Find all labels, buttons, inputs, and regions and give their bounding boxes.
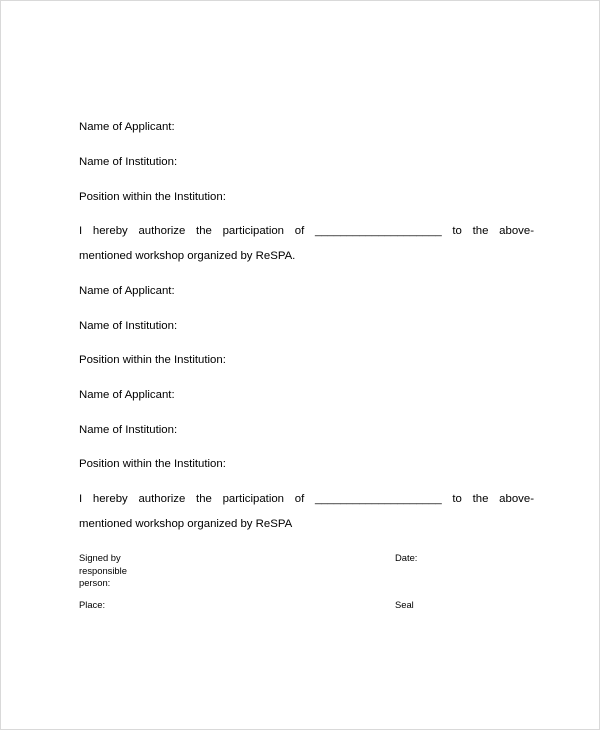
position-label: Position within the Institution: — [79, 458, 226, 470]
authorization-word: participation — [222, 225, 285, 237]
seal-label: Seal — [395, 599, 414, 610]
authorization-paragraph-line2: mentioned workshop organized by ReSPA. — [79, 250, 296, 262]
authorization-word: to — [452, 225, 462, 237]
authorization-paragraph-line2: mentioned workshop organized by ReSPA — [79, 518, 293, 530]
authorization-word: of — [294, 493, 305, 505]
date-label: Date: — [395, 552, 418, 563]
position-label: Position within the Institution: — [79, 191, 226, 203]
applicant-name-label: Name of Applicant: — [79, 285, 175, 297]
signed-by-label — [79, 552, 127, 590]
authorization-word: I — [79, 225, 83, 237]
institution-name-label: Name of Institution: — [79, 424, 178, 436]
signed-by-label-line: responsible — [79, 564, 127, 576]
signed-by-label-line: person: — [79, 577, 111, 588]
participant-blank-line: ____________________ — [314, 225, 442, 237]
authorization-word: the — [196, 493, 212, 505]
institution-name-label: Name of Institution: — [79, 320, 178, 332]
institution-name-label: Name of Institution: — [79, 156, 178, 168]
authorization-word: authorize — [138, 493, 186, 505]
position-label: Position within the Institution: — [79, 354, 226, 366]
authorization-word: the — [472, 493, 489, 505]
authorization-word: hereby — [92, 493, 128, 505]
participant-blank-line: ____________________ — [314, 493, 442, 505]
authorization-word: to — [452, 493, 462, 505]
authorization-word: the — [472, 225, 489, 237]
authorization-word: above- — [499, 225, 534, 237]
authorization-word: above- — [499, 493, 534, 505]
authorization-word: authorize — [138, 225, 186, 237]
place-label: Place: — [79, 599, 106, 610]
signed-by-label-line: Signed by — [79, 552, 121, 563]
authorization-paragraph-line1 — [79, 492, 534, 506]
authorization-word: hereby — [92, 225, 128, 237]
authorization-paragraph-line1 — [79, 224, 534, 238]
authorization-word: of — [294, 225, 305, 237]
authorization-word: I — [79, 493, 83, 505]
authorization-word: participation — [222, 493, 285, 505]
applicant-name-label: Name of Applicant: — [79, 121, 175, 133]
authorization-word: the — [196, 225, 212, 237]
applicant-name-label: Name of Applicant: — [79, 389, 175, 401]
